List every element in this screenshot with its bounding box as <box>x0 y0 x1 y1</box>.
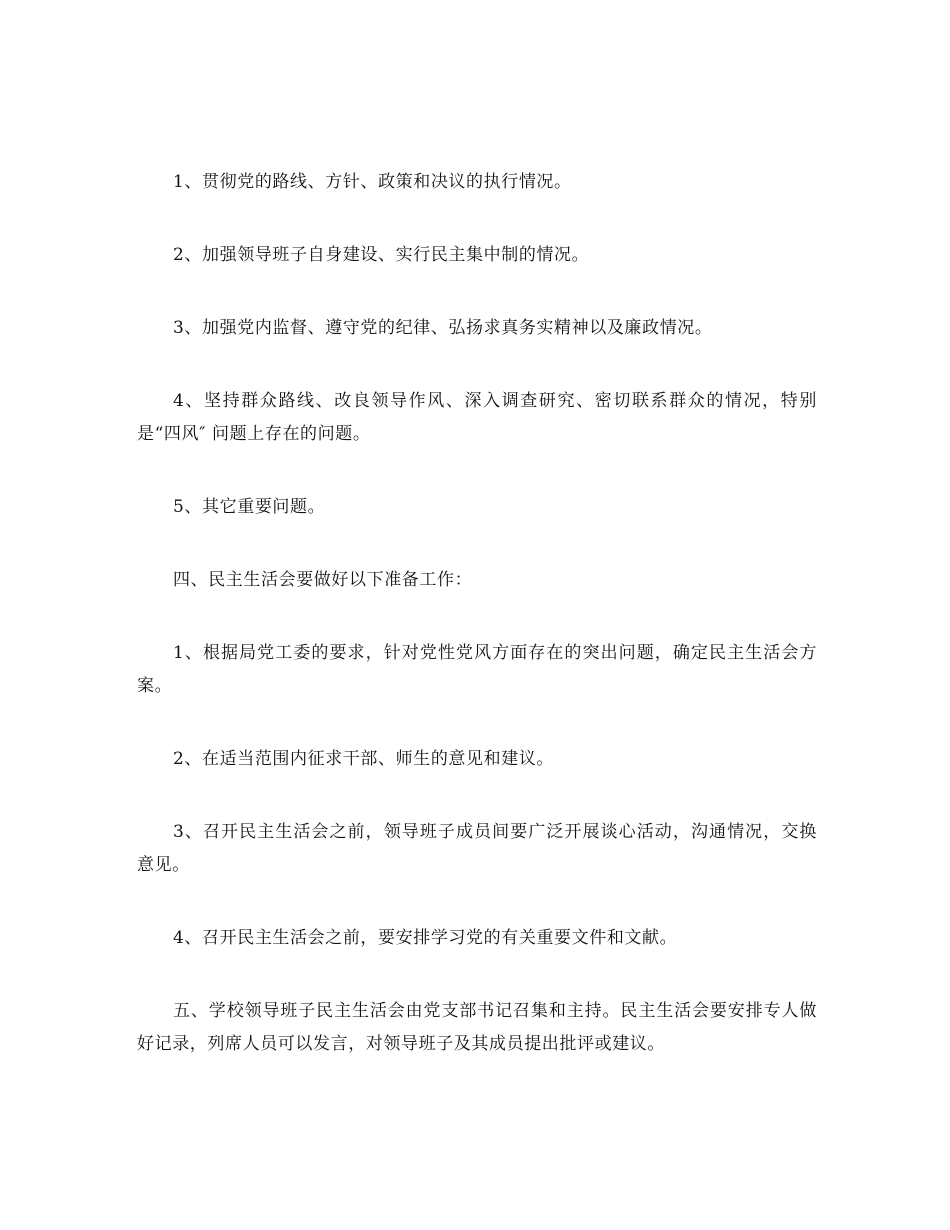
paragraph-item-5: 5、其它重要问题。 <box>173 497 326 517</box>
paragraph-item-3: 3、加强党内监督、遵守党的纪律、弘扬求真务实精神以及廉政情况。 <box>173 318 713 338</box>
prep-item-1: 1、根据局党工委的要求，针对党性党风方面存在的突出问题，确定民主生活会方案。 <box>137 643 817 696</box>
section-heading-four: 四、民主生活会要做好以下准备工作： <box>173 570 473 590</box>
prep-item-2: 2、在适当范围内征求干部、师生的意见和建议。 <box>173 749 555 769</box>
paragraph-item-4: 4、坚持群众路线、改良领导作风、深入调查研究、密切联系群众的情况，特别是“四风″ 问题上存在的问题。 <box>137 391 817 444</box>
paragraph-item-2: 2、加强领导班子自身建设、实行民主集中制的情况。 <box>173 245 590 265</box>
section-paragraph-five: 五、学校领导班子民主生活会由党支部书记召集和主持。民主生活会要安排专人做好记录，列席人员可以发言，对领导班子及其成员提出批评或建议。 <box>137 1001 817 1054</box>
paragraph-item-1: 1、贯彻党的路线、方针、政策和决议的执行情况。 <box>173 172 572 192</box>
document-body <box>137 166 817 1101</box>
prep-item-4: 4、召开民主生活会之前，要安排学习党的有关重要文件和文献。 <box>173 928 678 948</box>
prep-item-3: 3、召开民主生活会之前，领导班子成员间要广泛开展谈心活动，沟通情况，交换意见。 <box>137 822 817 875</box>
